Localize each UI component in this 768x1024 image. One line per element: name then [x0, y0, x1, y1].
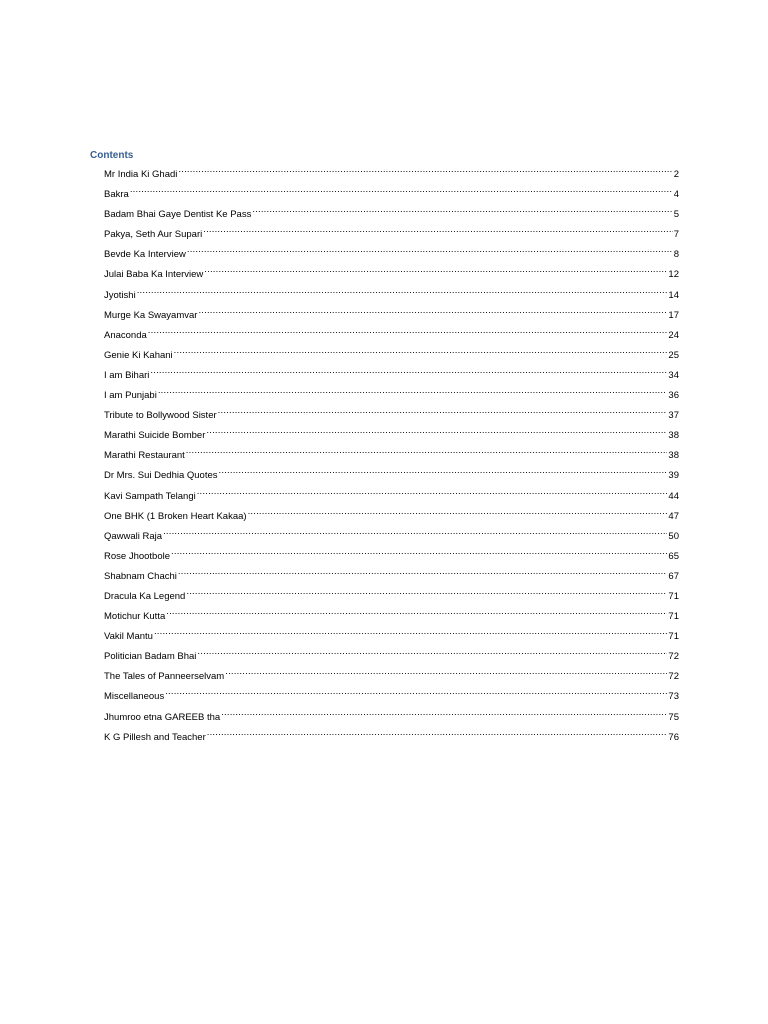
- toc-dot-leader: [225, 665, 667, 679]
- toc-entry[interactable]: [104, 263, 679, 283]
- toc-entry-page-number: 39: [668, 470, 679, 482]
- toc-entry-title-link[interactable]: Dr Mrs. Sui Dedhia Quotes: [104, 470, 218, 482]
- toc-entry-title-link[interactable]: Tribute to Bollywood Sister: [104, 410, 217, 422]
- toc-dot-leader: [163, 525, 667, 539]
- toc-entry-page-number: 17: [668, 309, 679, 321]
- toc-dot-leader: [158, 384, 668, 398]
- toc-entry-title-link[interactable]: Murge Ka Swayamvar: [104, 309, 198, 321]
- toc-entry-title-link[interactable]: Miscellaneous: [104, 691, 165, 703]
- toc-dot-leader: [166, 605, 667, 619]
- toc-dot-leader: [171, 545, 667, 559]
- toc-entry[interactable]: [104, 304, 679, 324]
- toc-entry-page-number: 65: [668, 550, 679, 562]
- toc-entry-title-link[interactable]: Shabnam Chachi: [104, 570, 177, 582]
- toc-entry-page-number: 8: [673, 249, 679, 261]
- toc-entry[interactable]: [104, 384, 679, 404]
- toc-entry[interactable]: [104, 163, 679, 183]
- toc-entry[interactable]: [104, 424, 679, 444]
- toc-entry[interactable]: [104, 183, 679, 203]
- contents-heading: Contents: [90, 150, 134, 161]
- toc-entry-page-number: 36: [668, 390, 679, 402]
- toc-entry[interactable]: [104, 344, 679, 364]
- toc-entry[interactable]: [104, 243, 679, 263]
- toc-entry-page-number: 72: [668, 671, 679, 683]
- toc-entry-page-number: 14: [668, 289, 679, 301]
- toc-entry[interactable]: [104, 585, 679, 605]
- toc-entry-title-link[interactable]: Rose Jhootbole: [104, 550, 171, 562]
- toc-dot-leader: [186, 444, 668, 458]
- toc-entry-page-number: 71: [668, 611, 679, 623]
- toc-entry[interactable]: [104, 223, 679, 243]
- toc-dot-leader: [197, 485, 668, 499]
- toc-dot-leader: [178, 163, 672, 177]
- toc-entry-page-number: 71: [668, 631, 679, 643]
- toc-entry-page-number: 12: [668, 269, 679, 281]
- toc-entry-page-number: 72: [668, 651, 679, 663]
- toc-entry-page-number: 4: [673, 189, 679, 201]
- toc-entry[interactable]: [104, 545, 679, 565]
- toc-dot-leader: [197, 645, 667, 659]
- toc-dot-leader: [218, 404, 668, 418]
- toc-entry-page-number: 47: [668, 510, 679, 522]
- toc-entry-page-number: 38: [668, 430, 679, 442]
- toc-dot-leader: [207, 726, 668, 740]
- toc-dot-leader: [178, 565, 668, 579]
- toc-entry-title-link[interactable]: Pakya, Seth Aur Supari: [104, 229, 203, 241]
- toc-entry-title-link[interactable]: I am Punjabi: [104, 390, 157, 402]
- toc-entry[interactable]: [104, 565, 679, 585]
- toc-entry-page-number: 71: [668, 590, 679, 602]
- toc-entry[interactable]: [104, 685, 679, 705]
- toc-entry-page-number: 34: [668, 369, 679, 381]
- toc-entry-page-number: 50: [668, 530, 679, 542]
- toc-dot-leader: [221, 706, 667, 720]
- toc-entry[interactable]: [104, 444, 679, 464]
- toc-entry-title-link[interactable]: Marathi Suicide Bomber: [104, 430, 206, 442]
- toc-dot-leader: [154, 625, 667, 639]
- toc-dot-leader: [148, 324, 668, 338]
- toc-entry[interactable]: [104, 726, 679, 746]
- toc-entry-page-number: 38: [668, 450, 679, 462]
- toc-entry[interactable]: [104, 645, 679, 665]
- toc-entry-title-link[interactable]: I am Bihari: [104, 369, 150, 381]
- toc-dot-leader: [198, 304, 667, 318]
- toc-dot-leader: [219, 464, 668, 478]
- toc-dot-leader: [174, 344, 668, 358]
- toc-entry[interactable]: [104, 605, 679, 625]
- toc-entry[interactable]: [104, 525, 679, 545]
- toc-entry-page-number: 67: [668, 570, 679, 582]
- table-of-contents: [104, 163, 679, 746]
- toc-entry-title-link[interactable]: Dracula Ka Legend: [104, 590, 186, 602]
- toc-entry-page-number: 76: [668, 731, 679, 743]
- toc-dot-leader: [206, 424, 667, 438]
- toc-dot-leader: [252, 203, 672, 217]
- toc-entry-title-link[interactable]: One BHK (1 Broken Heart Kakaa): [104, 510, 247, 522]
- toc-entry-title-link[interactable]: Bevde Ka Interview: [104, 249, 186, 261]
- toc-entry[interactable]: [104, 203, 679, 223]
- toc-entry-page-number: 37: [668, 410, 679, 422]
- toc-dot-leader: [204, 263, 667, 277]
- toc-entry[interactable]: [104, 464, 679, 484]
- toc-dot-leader: [150, 364, 667, 378]
- toc-entry-page-number: 24: [668, 329, 679, 341]
- toc-entry-title-link[interactable]: Badam Bhai Gaye Dentist Ke Pass: [104, 209, 252, 221]
- toc-entry[interactable]: [104, 665, 679, 685]
- toc-entry[interactable]: [104, 404, 679, 424]
- toc-entry-title-link[interactable]: K G Pillesh and Teacher: [104, 731, 206, 743]
- toc-entry-title-link[interactable]: Politician Badam Bhai: [104, 651, 197, 663]
- toc-entry-title-link[interactable]: Julai Baba Ka Interview: [104, 269, 204, 281]
- toc-entry-title-link[interactable]: Bakra: [104, 189, 129, 201]
- toc-entry-title-link[interactable]: The Tales of Panneerselvam: [104, 671, 225, 683]
- toc-entry-title-link[interactable]: Kavi Sampath Telangi: [104, 490, 196, 502]
- toc-dot-leader: [248, 505, 668, 519]
- toc-entry-title-link[interactable]: Motichur Kutta: [104, 611, 166, 623]
- toc-entry-title-link[interactable]: Qawwali Raja: [104, 530, 163, 542]
- toc-entry-page-number: 73: [668, 691, 679, 703]
- toc-entry-title-link[interactable]: Jhumroo etna GAREEB tha: [104, 711, 221, 723]
- toc-dot-leader: [187, 243, 673, 257]
- toc-entry-title-link[interactable]: Jyotishi: [104, 289, 136, 301]
- toc-entry-title-link[interactable]: Mr India Ki Ghadi: [104, 169, 178, 180]
- toc-dot-leader: [165, 685, 667, 699]
- toc-entry-page-number: 44: [668, 490, 679, 502]
- toc-entry-title-link[interactable]: Anaconda: [104, 329, 147, 341]
- toc-dot-leader: [186, 585, 667, 599]
- toc-entry[interactable]: [104, 706, 679, 726]
- toc-entry-title-link[interactable]: Marathi Restaurant: [104, 450, 185, 462]
- toc-entry[interactable]: [104, 364, 679, 384]
- toc-entry[interactable]: [104, 324, 679, 344]
- toc-entry-page-number: 2: [673, 169, 679, 180]
- toc-entry-page-number: 5: [673, 209, 679, 221]
- toc-dot-leader: [203, 223, 672, 237]
- toc-entry[interactable]: [104, 625, 679, 645]
- toc-entry-page-number: 75: [668, 711, 679, 723]
- toc-entry[interactable]: [104, 505, 679, 525]
- toc-dot-leader: [130, 183, 673, 197]
- toc-entry-page-number: 7: [673, 229, 679, 241]
- toc-entry[interactable]: [104, 485, 679, 505]
- toc-entry[interactable]: [104, 284, 679, 304]
- toc-entry-title-link[interactable]: Genie Ki Kahani: [104, 349, 173, 361]
- toc-dot-leader: [137, 284, 668, 298]
- toc-entry-page-number: 25: [668, 349, 679, 361]
- toc-entry-title-link[interactable]: Vakil Mantu: [104, 631, 153, 643]
